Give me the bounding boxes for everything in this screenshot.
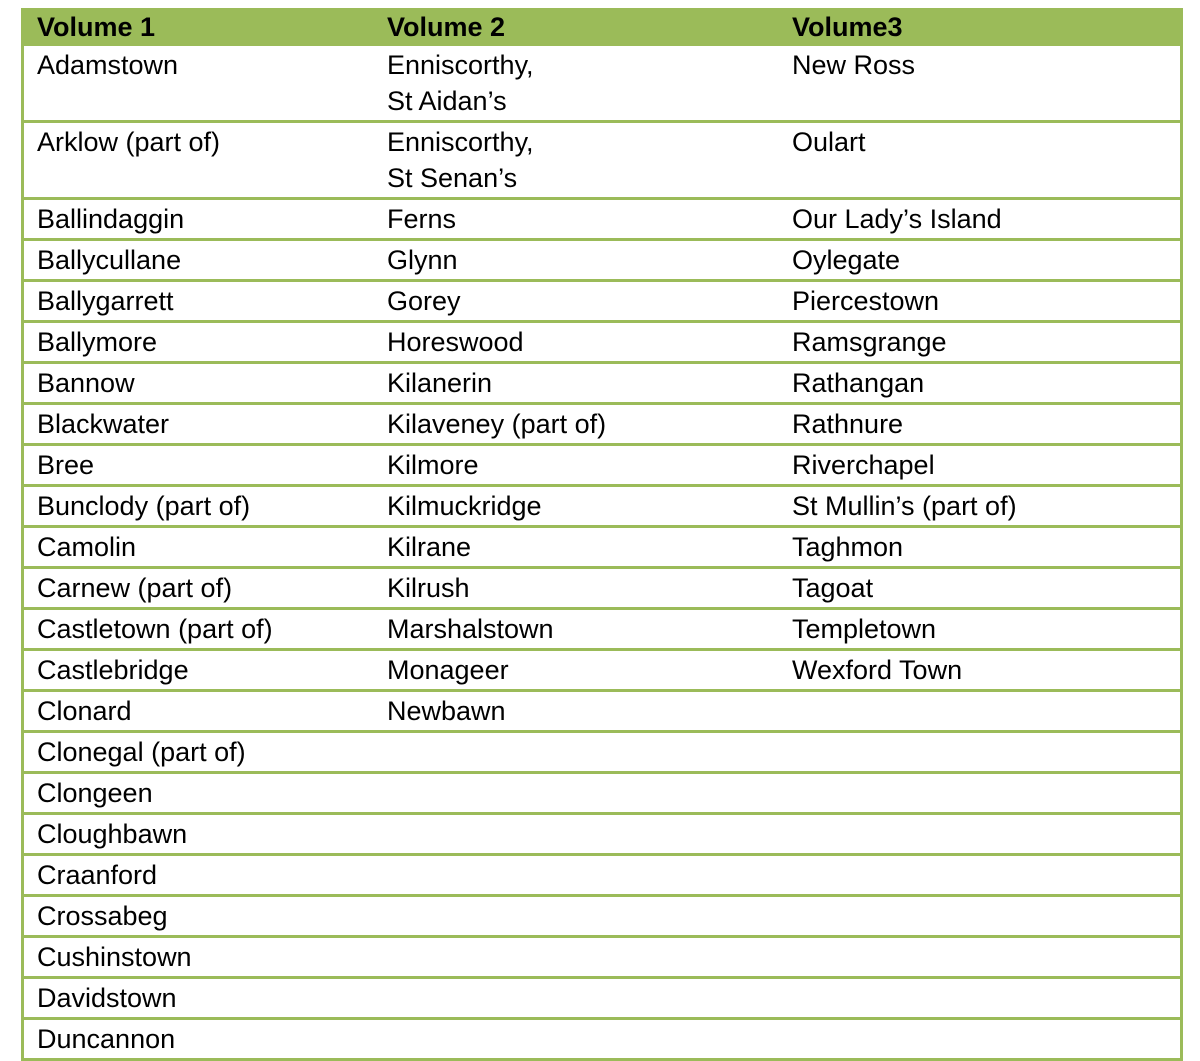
table-cell-volume-1	[24, 240, 374, 281]
table-cell-volume-3	[779, 814, 1180, 855]
table-row	[24, 404, 1180, 445]
table-row	[24, 46, 1180, 122]
table-cell-volume-2	[374, 732, 779, 773]
table-cell-volume-3	[779, 937, 1180, 978]
cell-text: Enniscorthy,	[387, 50, 534, 80]
table-row	[24, 122, 1180, 199]
table-cell-volume-1	[24, 568, 374, 609]
cell-text: Castletown (part of)	[37, 614, 273, 644]
table-row	[24, 937, 1180, 978]
table-cell-volume-2	[374, 363, 779, 404]
cell-text: Bannow	[37, 368, 135, 398]
cell-text: Bunclody (part of)	[37, 491, 251, 521]
cell-text: Oulart	[792, 127, 866, 157]
cell-text: Piercestown	[792, 286, 940, 316]
table-row	[24, 691, 1180, 732]
cell-text: Monageer	[387, 655, 509, 685]
table-cell-volume-3	[779, 732, 1180, 773]
cell-text: Cushinstown	[37, 942, 192, 972]
cell-text: Kilaveney (part of)	[387, 409, 607, 439]
table-cell-volume-2	[374, 322, 779, 363]
table-row	[24, 445, 1180, 486]
table-cell-volume-2	[374, 814, 779, 855]
cell-text: Newbawn	[387, 696, 506, 726]
table-cell-volume-3	[779, 240, 1180, 281]
cell-text: Wexford Town	[792, 655, 963, 685]
table-cell-volume-3	[779, 322, 1180, 363]
table-cell-volume-2	[374, 609, 779, 650]
table-cell-volume-1	[24, 896, 374, 937]
table-cell-volume-1	[24, 322, 374, 363]
cell-text: Carnew (part of)	[37, 573, 233, 603]
table-cell-volume-1	[24, 404, 374, 445]
table-cell-volume-2	[374, 122, 779, 199]
table-cell-volume-3	[779, 978, 1180, 1019]
cell-text: Davidstown	[37, 983, 177, 1013]
table-row	[24, 527, 1180, 568]
cell-text: Riverchapel	[792, 450, 935, 480]
cell-text: Kilrane	[387, 532, 472, 562]
table-row	[24, 773, 1180, 814]
table-cell-volume-2	[374, 445, 779, 486]
table-row	[24, 609, 1180, 650]
table-cell-volume-2	[374, 896, 779, 937]
cell-text: Our Lady’s Island	[792, 204, 1002, 234]
cell-text: Kilmore	[387, 450, 479, 480]
table-row	[24, 199, 1180, 240]
cell-text: Ballymore	[37, 327, 158, 357]
cell-text: Oylegate	[792, 245, 901, 275]
table-cell-volume-1	[24, 281, 374, 322]
cell-text: Crossabeg	[37, 901, 168, 931]
table-cell-volume-3	[779, 122, 1180, 199]
table-cell-volume-3	[779, 855, 1180, 896]
parish-volume-table-frame	[21, 8, 1183, 1061]
cell-text: St Aidan’s	[387, 86, 507, 116]
table-row	[24, 281, 1180, 322]
cell-text: Camolin	[37, 532, 137, 562]
table-cell-volume-1	[24, 445, 374, 486]
table-cell-volume-3	[779, 568, 1180, 609]
table-cell-volume-2	[374, 404, 779, 445]
table-cell-volume-1	[24, 46, 374, 122]
cell-text: Horeswood	[387, 327, 524, 357]
table-cell-volume-1	[24, 363, 374, 404]
cell-text: Ballindaggin	[37, 204, 185, 234]
table-cell-volume-3	[779, 46, 1180, 122]
cell-text: Ballycullane	[37, 245, 182, 275]
header-volume-2: Volume 2	[374, 8, 779, 46]
table-cell-volume-1	[24, 122, 374, 199]
header-row	[24, 8, 1180, 46]
header-volume-1: Volume 1	[24, 8, 374, 46]
cell-text: Adamstown	[37, 50, 179, 80]
table-cell-volume-3	[779, 1019, 1180, 1059]
cell-text: Clongeen	[37, 778, 153, 808]
table-row	[24, 814, 1180, 855]
table-cell-volume-3	[779, 691, 1180, 732]
cell-text: St Senan’s	[387, 163, 518, 193]
table-cell-volume-1	[24, 732, 374, 773]
cell-text: Bree	[37, 450, 95, 480]
cell-text: Castlebridge	[37, 655, 189, 685]
cell-text: Marshalstown	[387, 614, 554, 644]
table-cell-volume-2	[374, 46, 779, 122]
cell-text: Arklow (part of)	[37, 127, 221, 157]
table-cell-volume-2	[374, 281, 779, 322]
table-row	[24, 855, 1180, 896]
table-cell-volume-3	[779, 363, 1180, 404]
table-row	[24, 363, 1180, 404]
table-body	[24, 46, 1180, 1058]
table-cell-volume-1	[24, 650, 374, 691]
cell-text: Templetown	[792, 614, 937, 644]
table-cell-volume-2	[374, 486, 779, 527]
table-cell-volume-3	[779, 527, 1180, 568]
table-cell-volume-3	[779, 486, 1180, 527]
table-cell-volume-2	[374, 978, 779, 1019]
cell-text: Clonegal (part of)	[37, 737, 246, 767]
cell-text: Kilanerin	[387, 368, 493, 398]
cell-text: Rathangan	[792, 368, 925, 398]
cell-text: Tagoat	[792, 573, 874, 603]
table-cell-volume-2	[374, 527, 779, 568]
cell-text: St Mullin’s (part of)	[792, 491, 1017, 521]
table-cell-volume-1	[24, 814, 374, 855]
table-cell-volume-1	[24, 527, 374, 568]
table-cell-volume-3	[779, 404, 1180, 445]
table-row	[24, 650, 1180, 691]
table-cell-volume-1	[24, 691, 374, 732]
table-cell-volume-1	[24, 978, 374, 1019]
cell-text: Kilmuckridge	[387, 491, 542, 521]
table-row	[24, 568, 1180, 609]
table-cell-volume-2	[374, 568, 779, 609]
cell-text: Clonard	[37, 696, 132, 726]
cell-text: Craanford	[37, 860, 158, 890]
cell-text: Gorey	[387, 286, 461, 316]
table-cell-volume-3	[779, 281, 1180, 322]
cell-text: Ferns	[387, 204, 457, 234]
table-cell-volume-3	[779, 773, 1180, 814]
table-cell-volume-2	[374, 773, 779, 814]
table-row	[24, 240, 1180, 281]
cell-text: Blackwater	[37, 409, 170, 439]
table-row	[24, 486, 1180, 527]
table-cell-volume-1	[24, 937, 374, 978]
cell-text: Cloughbawn	[37, 819, 188, 849]
table-row	[24, 732, 1180, 773]
cell-text: Enniscorthy,	[387, 127, 534, 157]
table-cell-volume-3	[779, 445, 1180, 486]
table-cell-volume-1	[24, 1019, 374, 1059]
table-cell-volume-3	[779, 609, 1180, 650]
table-cell-volume-3	[779, 199, 1180, 240]
table-cell-volume-2	[374, 240, 779, 281]
table-cell-volume-3	[779, 650, 1180, 691]
parish-volume-table	[24, 8, 1180, 1058]
cell-text: Duncannon	[37, 1024, 176, 1054]
cell-text: Rathnure	[792, 409, 904, 439]
cell-text: Ramsgrange	[792, 327, 947, 357]
table-row	[24, 978, 1180, 1019]
table-cell-volume-1	[24, 855, 374, 896]
table-row	[24, 322, 1180, 363]
table-cell-volume-1	[24, 199, 374, 240]
cell-text: Kilrush	[387, 573, 470, 603]
table-cell-volume-2	[374, 937, 779, 978]
table-row	[24, 896, 1180, 937]
table-row	[24, 1019, 1180, 1059]
cell-text: Glynn	[387, 245, 458, 275]
table-cell-volume-2	[374, 855, 779, 896]
table-cell-volume-2	[374, 199, 779, 240]
table-cell-volume-2	[374, 650, 779, 691]
table-cell-volume-1	[24, 609, 374, 650]
cell-text: New Ross	[792, 50, 916, 80]
table-header	[24, 8, 1180, 46]
table-cell-volume-3	[779, 896, 1180, 937]
cell-text: Ballygarrett	[37, 286, 174, 316]
header-volume-3: Volume3	[779, 8, 1180, 46]
table-cell-volume-2	[374, 1019, 779, 1059]
table-cell-volume-1	[24, 486, 374, 527]
table-cell-volume-1	[24, 773, 374, 814]
cell-text: Taghmon	[792, 532, 904, 562]
table-cell-volume-2	[374, 691, 779, 732]
